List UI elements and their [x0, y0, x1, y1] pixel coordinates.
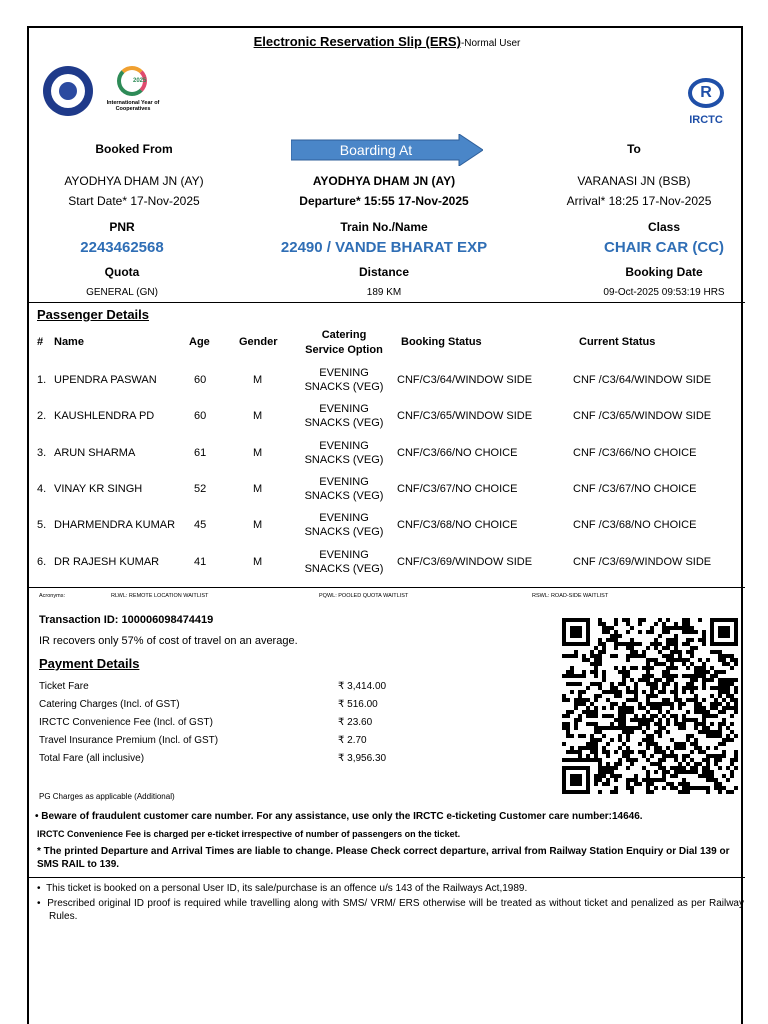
passenger-num: 4. — [37, 482, 47, 495]
boarding-station: AYODHYA DHAM JN (AY) — [312, 174, 456, 188]
passenger-booking: CNF/C3/64/WINDOW SIDE — [397, 374, 533, 386]
pnr-label: PNR — [109, 220, 135, 234]
from-station: AYODHYA DHAM JN (AY) — [64, 174, 204, 188]
ers-page — [27, 26, 743, 1024]
payment-label: Travel Insurance Premium (Incl. of GST) — [39, 735, 219, 746]
payment-label: Total Fare (all inclusive) — [39, 753, 145, 764]
times-note: * The printed Departure and Arrival Times are liable to change. Please Check correct departure, arrival from Railway Station Enquiry or Dial 139 or SMS RAIL to 139. — [37, 846, 730, 870]
passenger-name: KAUSHLENDRA PD — [54, 410, 155, 423]
qr-code-icon — [562, 618, 738, 794]
passenger-catering: EVENING SNACKS (VEG) — [304, 439, 384, 466]
passenger-name: DR RAJESH KUMAR — [54, 555, 160, 568]
payment-value: ₹ 2.70 — [338, 735, 367, 746]
passenger-current: CNF /C3/69/WINDOW SIDE — [573, 555, 712, 568]
train-label: Train No./Name — [340, 220, 428, 234]
cooperatives-logo-icon: 2025 International Year of Cooperatives — [97, 64, 169, 124]
pnr-value: 2243462568 — [80, 239, 164, 256]
passenger-booking: CNF/C3/69/WINDOW SIDE — [397, 555, 533, 568]
divider — [29, 302, 745, 303]
col-num: # — [37, 336, 44, 348]
payment-value: ₹ 3,956.30 — [338, 753, 387, 764]
divider — [29, 877, 745, 878]
acronym-rswl: RSWL: ROAD-SIDE WAITLIST — [532, 593, 609, 599]
passenger-current: CNF /C3/68/NO CHOICE — [573, 519, 697, 532]
passenger-booking: CNF/C3/68/NO CHOICE — [397, 519, 518, 532]
passenger-current: CNF /C3/66/NO CHOICE — [573, 446, 697, 459]
passenger-num: 1. — [37, 374, 47, 386]
passenger-age: 60 — [194, 374, 207, 386]
passenger-catering: EVENING SNACKS (VEG) — [304, 548, 384, 575]
passenger-name: VINAY KR SINGH — [54, 482, 143, 495]
acronym-rlwl: RLWL: REMOTE LOCATION WAITLIST — [111, 593, 209, 599]
passenger-details-title: Passenger Details — [37, 307, 150, 322]
passenger-current: CNF /C3/65/WINDOW SIDE — [573, 410, 712, 423]
col-name: Name — [54, 336, 84, 348]
passenger-current: CNF /C3/67/NO CHOICE — [573, 482, 697, 495]
personal-id-note: • This ticket is booked on a personal User ID, its sale/purchase is an offence u/s 143 of the Railways Act,1989. — [37, 883, 528, 894]
passenger-age: 61 — [194, 446, 207, 459]
booking-date-value: 09-Oct-2025 09:53:19 HRS — [603, 287, 725, 298]
col-age: Age — [189, 336, 210, 348]
passenger-gender: M — [253, 374, 263, 386]
payment-details-title: Payment Details — [39, 656, 140, 671]
passenger-current: CNF /C3/64/WINDOW SIDE — [573, 374, 712, 386]
passenger-name: UPENDRA PASWAN — [54, 374, 157, 386]
arrival-time: Arrival* 18:25 17-Nov-2025 — [566, 194, 712, 208]
passenger-booking: CNF/C3/65/WINDOW SIDE — [397, 410, 533, 423]
passenger-catering: EVENING SNACKS (VEG) — [304, 403, 384, 430]
passenger-gender: M — [253, 519, 263, 532]
acronyms-label: Acronyms: — [39, 593, 65, 599]
passenger-num: 5. — [37, 519, 47, 532]
passenger-booking: CNF/C3/67/NO CHOICE — [397, 482, 518, 495]
conv-fee-note: IRCTC Convenience Fee is charged per e-ticket irrespective of number of passengers on the ticket. — [37, 829, 461, 839]
payment-value: ₹ 3,414.00 — [338, 681, 387, 692]
passenger-age: 41 — [194, 555, 207, 568]
col-booking-status: Booking Status — [401, 336, 482, 348]
acronym-pqwl: PQWL: POOLED QUOTA WAITLIST — [319, 593, 409, 599]
passenger-catering: EVENING SNACKS (VEG) — [304, 475, 384, 502]
quota-value: GENERAL (GN) — [86, 287, 158, 298]
payment-value: ₹ 516.00 — [338, 699, 378, 710]
class-value: CHAIR CAR (CC) — [604, 239, 724, 256]
passenger-gender: M — [253, 410, 263, 423]
train-value: 22490 / VANDE BHARAT EXP — [280, 239, 488, 256]
transaction-id: Transaction ID: 100006098474419 — [39, 614, 214, 626]
to-label: To — [627, 142, 641, 156]
class-label: Class — [647, 220, 681, 234]
passenger-num: 6. — [37, 555, 47, 568]
divider — [29, 587, 745, 588]
pg-note: PG Charges as applicable (Additional) — [39, 792, 175, 801]
passenger-gender: M — [253, 555, 263, 568]
payment-value: ₹ 23.60 — [338, 717, 373, 728]
to-station: VARANASI JN (BSB) — [577, 174, 691, 188]
payment-label: Ticket Fare — [39, 681, 89, 692]
fraud-note: • Beware of fraudulent customer care number. For any assistance, use only the IRCTC e-ticketing Customer care number:14646. — [35, 811, 643, 822]
irctc-logo-icon: R IRCTC — [676, 78, 736, 128]
ers-title: Electronic Reservation Slip (ERS)-Normal User — [253, 34, 521, 49]
passenger-booking: CNF/C3/66/NO CHOICE — [397, 446, 518, 459]
passenger-age: 45 — [194, 519, 207, 532]
payment-label: Catering Charges (Incl. of GST) — [39, 699, 180, 710]
start-date: Start Date* 17-Nov-2025 — [68, 194, 200, 208]
recover-note: IR recovers only 57% of cost of travel on an average. — [39, 635, 298, 647]
passenger-name: ARUN SHARMA — [54, 446, 136, 459]
col-catering: Catering Service Option — [305, 329, 383, 356]
boarding-at-label: Boarding At — [339, 142, 413, 158]
quota-label: Quota — [104, 265, 140, 279]
booked-from-label: Booked From — [95, 142, 173, 156]
passenger-catering: EVENING SNACKS (VEG) — [304, 367, 384, 393]
departure-time: Departure* 15:55 17-Nov-2025 — [299, 194, 469, 208]
passenger-gender: M — [253, 446, 263, 459]
distance-label: Distance — [358, 265, 410, 279]
passenger-name: DHARMENDRA KUMAR — [54, 519, 176, 532]
id-proof-note: • Prescribed original ID proof is required while travelling along with SMS/ VRM/ ERS otherwise will be treated as without ticket and penalized as per Railway Rules. — [37, 898, 744, 922]
passenger-age: 52 — [194, 482, 207, 495]
passenger-age: 60 — [194, 410, 207, 423]
payment-label: IRCTC Convenience Fee (Incl. of GST) — [39, 717, 213, 728]
booking-date-label: Booking Date — [625, 265, 703, 279]
col-current-status: Current Status — [579, 336, 656, 348]
col-gender: Gender — [239, 336, 278, 348]
passenger-num: 3. — [37, 446, 47, 459]
passenger-catering: EVENING SNACKS (VEG) — [304, 512, 384, 539]
passenger-gender: M — [253, 482, 263, 495]
passenger-num: 2. — [37, 410, 47, 423]
distance-value: 189 KM — [366, 287, 402, 298]
